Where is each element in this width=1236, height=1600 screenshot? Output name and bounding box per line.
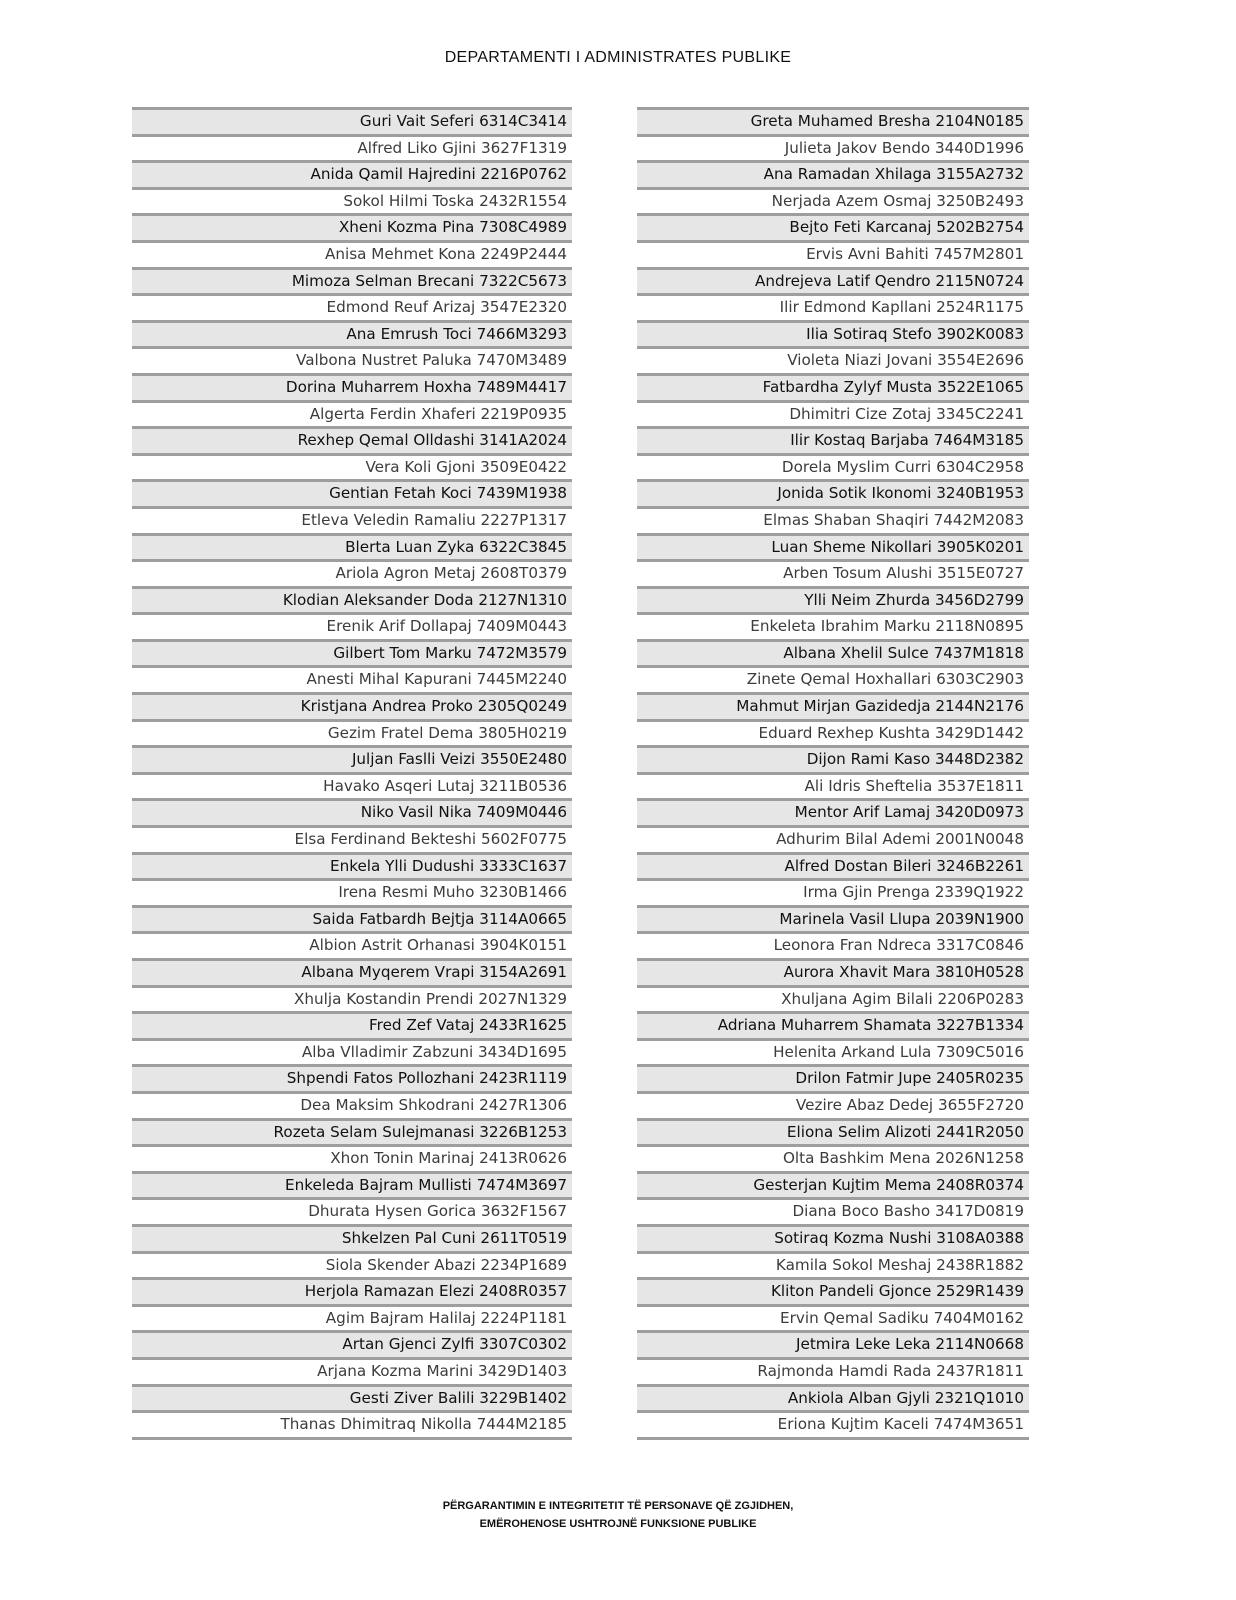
list-item: Blerta Luan Zyka 6322C3845 bbox=[132, 533, 572, 560]
list-item: Agim Bajram Halilaj 2224P1181 bbox=[132, 1304, 572, 1331]
list-item: Vezire Abaz Dedej 3655F2720 bbox=[637, 1091, 1029, 1118]
footer bbox=[0, 1497, 1236, 1533]
list-item: Olta Bashkim Mena 2026N1258 bbox=[637, 1144, 1029, 1171]
list-item: Gesti Ziver Balili 3229B1402 bbox=[132, 1384, 572, 1411]
list-item: Anesti Mihal Kapurani 7445M2240 bbox=[132, 665, 572, 692]
list-item: Saida Fatbardh Bejtja 3114A0665 bbox=[132, 905, 572, 932]
list-item: Bejto Feti Karcanaj 5202B2754 bbox=[637, 213, 1029, 240]
list-item: Ylli Neim Zhurda 3456D2799 bbox=[637, 586, 1029, 613]
list-item: Siola Skender Abazi 2234P1689 bbox=[132, 1251, 572, 1278]
list-item: Fatbardha Zylyf Musta 3522E1065 bbox=[637, 373, 1029, 400]
list-item: Juljan Faslli Veizi 3550E2480 bbox=[132, 745, 572, 772]
list-item: Enkeleda Bajram Mullisti 7474M3697 bbox=[132, 1171, 572, 1198]
list-item: Dhurata Hysen Gorica 3632F1567 bbox=[132, 1197, 572, 1224]
list-item: Vera Koli Gjoni 3509E0422 bbox=[132, 453, 572, 480]
list-item: Ana Emrush Toci 7466M3293 bbox=[132, 320, 572, 347]
list-item: Aurora Xhavit Mara 3810H0528 bbox=[637, 958, 1029, 985]
list-item: Sotiraq Kozma Nushi 3108A0388 bbox=[637, 1224, 1029, 1251]
list-item: Etleva Veledin Ramaliu 2227P1317 bbox=[132, 506, 572, 533]
list-item: Albana Myqerem Vrapi 3154A2691 bbox=[132, 958, 572, 985]
list-item: Ilir Kostaq Barjaba 7464M3185 bbox=[637, 426, 1029, 453]
list-item: Violeta Niazi Jovani 3554E2696 bbox=[637, 346, 1029, 373]
list-item: Mahmut Mirjan Gazidedja 2144N2176 bbox=[637, 692, 1029, 719]
list-item: Ana Ramadan Xhilaga 3155A2732 bbox=[637, 160, 1029, 187]
list-item: Albion Astrit Orhanasi 3904K0151 bbox=[132, 931, 572, 958]
list-item: Fred Zef Vataj 2433R1625 bbox=[132, 1011, 572, 1038]
list-item: Shpendi Fatos Pollozhani 2423R1119 bbox=[132, 1064, 572, 1091]
list-item: Erenik Arif Dollapaj 7409M0443 bbox=[132, 612, 572, 639]
list-item: Elsa Ferdinand Bekteshi 5602F0775 bbox=[132, 825, 572, 852]
list-item: Dorina Muharrem Hoxha 7489M4417 bbox=[132, 373, 572, 400]
list-item: Niko Vasil Nika 7409M0446 bbox=[132, 798, 572, 825]
list-item: Xhulja Kostandin Prendi 2027N1329 bbox=[132, 985, 572, 1012]
page-title: DEPARTAMENTI I ADMINISTRATES PUBLIKE bbox=[444, 49, 792, 66]
list-item: Xheni Kozma Pina 7308C4989 bbox=[132, 213, 572, 240]
list-item: Kamila Sokol Meshaj 2438R1882 bbox=[637, 1251, 1029, 1278]
list-item: Eriona Kujtim Kaceli 7474M3651 bbox=[637, 1410, 1029, 1437]
list-item: Mentor Arif Lamaj 3420D0973 bbox=[637, 798, 1029, 825]
list-item: Eliona Selim Alizoti 2441R2050 bbox=[637, 1118, 1029, 1145]
list-item: Leonora Fran Ndreca 3317C0846 bbox=[637, 931, 1029, 958]
list-item: Enkela Ylli Dudushi 3333C1637 bbox=[132, 852, 572, 879]
list-item: Dea Maksim Shkodrani 2427R1306 bbox=[132, 1091, 572, 1118]
list-item: Rajmonda Hamdi Rada 2437R1811 bbox=[637, 1357, 1029, 1384]
footer-line-1: PËRGARANTIMIN E INTEGRITETIT TË PERSONAVE QË ZGJIDHEN, bbox=[442, 1500, 794, 1512]
list-item: Gentian Fetah Koci 7439M1938 bbox=[132, 479, 572, 506]
list-item: Enkeleta Ibrahim Marku 2118N0895 bbox=[637, 612, 1029, 639]
list-item: Gesterjan Kujtim Mema 2408R0374 bbox=[637, 1171, 1029, 1198]
list-item: Ali Idris Sheftelia 3537E1811 bbox=[637, 772, 1029, 799]
list-item: Andrejeva Latif Qendro 2115N0724 bbox=[637, 267, 1029, 294]
list-item: Artan Gjenci Zylfi 3307C0302 bbox=[132, 1330, 572, 1357]
list-item: Julieta Jakov Bendo 3440D1996 bbox=[637, 134, 1029, 161]
list-item: Adhurim Bilal Ademi 2001N0048 bbox=[637, 825, 1029, 852]
list-item: Rexhep Qemal Olldashi 3141A2024 bbox=[132, 426, 572, 453]
list-item: Nerjada Azem Osmaj 3250B2493 bbox=[637, 187, 1029, 214]
list-item: Gilbert Tom Marku 7472M3579 bbox=[132, 639, 572, 666]
list-item: Irma Gjin Prenga 2339Q1922 bbox=[637, 878, 1029, 905]
list-item: Helenita Arkand Lula 7309C5016 bbox=[637, 1038, 1029, 1065]
list-item: Alfred Dostan Bileri 3246B2261 bbox=[637, 852, 1029, 879]
list-item: Dijon Rami Kaso 3448D2382 bbox=[637, 745, 1029, 772]
list-item: Marinela Vasil Llupa 2039N1900 bbox=[637, 905, 1029, 932]
list-item: Dhimitri Cize Zotaj 3345C2241 bbox=[637, 400, 1029, 427]
list-item: Arjana Kozma Marini 3429D1403 bbox=[132, 1357, 572, 1384]
list-item: Herjola Ramazan Elezi 2408R0357 bbox=[132, 1277, 572, 1304]
list-item: Ilir Edmond Kapllani 2524R1175 bbox=[637, 293, 1029, 320]
list-item: Kristjana Andrea Proko 2305Q0249 bbox=[132, 692, 572, 719]
list-item: Luan Sheme Nikollari 3905K0201 bbox=[637, 533, 1029, 560]
list-item: Alba Vlladimir Zabzuni 3434D1695 bbox=[132, 1038, 572, 1065]
list-item: Diana Boco Basho 3417D0819 bbox=[637, 1197, 1029, 1224]
list-item: Ervin Qemal Sadiku 7404M0162 bbox=[637, 1304, 1029, 1331]
list-item: Xhuljana Agim Bilali 2206P0283 bbox=[637, 985, 1029, 1012]
list-item: Dorela Myslim Curri 6304C2958 bbox=[637, 453, 1029, 480]
list-item: Irena Resmi Muho 3230B1466 bbox=[132, 878, 572, 905]
list-item: Ervis Avni Bahiti 7457M2801 bbox=[637, 240, 1029, 267]
list-item: Ariola Agron Metaj 2608T0379 bbox=[132, 559, 572, 586]
left-name-list bbox=[132, 107, 572, 1440]
list-item: Anida Qamil Hajredini 2216P0762 bbox=[132, 160, 572, 187]
list-item: Zinete Qemal Hoxhallari 6303C2903 bbox=[637, 665, 1029, 692]
list-item: Klodian Aleksander Doda 2127N1310 bbox=[132, 586, 572, 613]
list-item: Mimoza Selman Brecani 7322C5673 bbox=[132, 267, 572, 294]
list-item: Edmond Reuf Arizaj 3547E2320 bbox=[132, 293, 572, 320]
list-item: Xhon Tonin Marinaj 2413R0626 bbox=[132, 1144, 572, 1171]
list-item: Algerta Ferdin Xhaferi 2219P0935 bbox=[132, 400, 572, 427]
list-item: Kliton Pandeli Gjonce 2529R1439 bbox=[637, 1277, 1029, 1304]
list-item: Sokol Hilmi Toska 2432R1554 bbox=[132, 187, 572, 214]
list-item: Eduard Rexhep Kushta 3429D1442 bbox=[637, 719, 1029, 746]
right-name-list bbox=[637, 107, 1029, 1440]
list-item: Ankiola Alban Gjyli 2321Q1010 bbox=[637, 1384, 1029, 1411]
list-item: Guri Vait Seferi 6314C3414 bbox=[132, 107, 572, 134]
list-item: Gezim Fratel Dema 3805H0219 bbox=[132, 719, 572, 746]
list-item: Arben Tosum Alushi 3515E0727 bbox=[637, 559, 1029, 586]
list-item: Ilia Sotiraq Stefo 3902K0083 bbox=[637, 320, 1029, 347]
list-item: Anisa Mehmet Kona 2249P2444 bbox=[132, 240, 572, 267]
list-item: Alfred Liko Gjini 3627F1319 bbox=[132, 134, 572, 161]
table-bottom-rule bbox=[132, 1437, 572, 1440]
list-item: Havako Asqeri Lutaj 3211B0536 bbox=[132, 772, 572, 799]
list-item: Albana Xhelil Sulce 7437M1818 bbox=[637, 639, 1029, 666]
list-item: Elmas Shaban Shaqiri 7442M2083 bbox=[637, 506, 1029, 533]
table-bottom-rule bbox=[637, 1437, 1029, 1440]
list-item: Jetmira Leke Leka 2114N0668 bbox=[637, 1330, 1029, 1357]
list-item: Valbona Nustret Paluka 7470M3489 bbox=[132, 346, 572, 373]
list-item: Thanas Dhimitraq Nikolla 7444M2185 bbox=[132, 1410, 572, 1437]
list-item: Greta Muhamed Bresha 2104N0185 bbox=[637, 107, 1029, 134]
list-item: Jonida Sotik Ikonomi 3240B1953 bbox=[637, 479, 1029, 506]
list-item: Shkelzen Pal Cuni 2611T0519 bbox=[132, 1224, 572, 1251]
footer-line-2: EMËROHENOSE USHTROJNË FUNKSIONE PUBLIKE bbox=[479, 1518, 757, 1530]
list-item: Drilon Fatmir Jupe 2405R0235 bbox=[637, 1064, 1029, 1091]
list-item: Rozeta Selam Sulejmanasi 3226B1253 bbox=[132, 1118, 572, 1145]
list-item: Adriana Muharrem Shamata 3227B1334 bbox=[637, 1011, 1029, 1038]
